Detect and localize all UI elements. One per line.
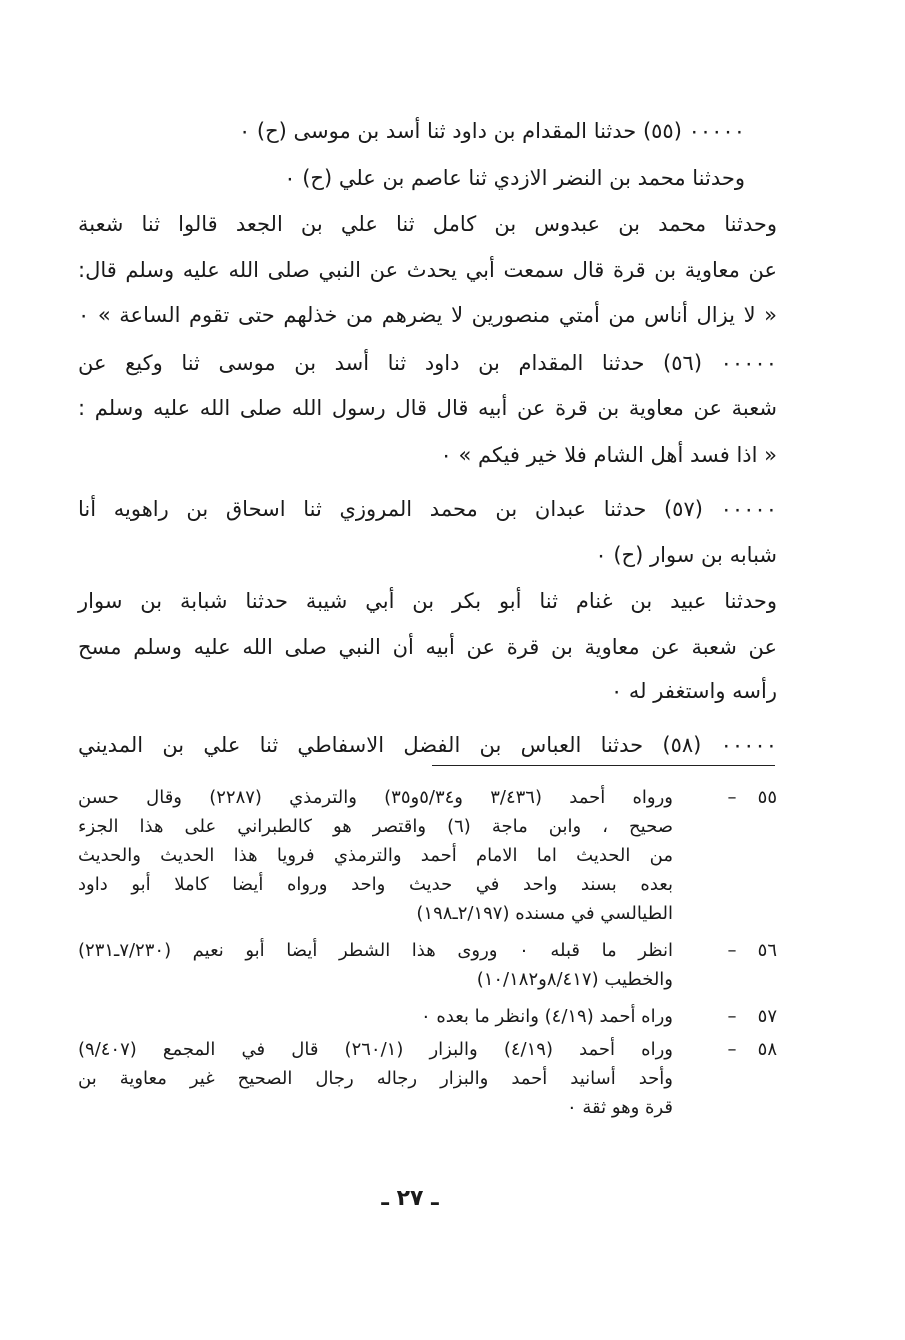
footnote-line: من الحديث اما الامام أحمد والترمذي فرويا هذا الحديث والحديث — [78, 845, 673, 866]
footnote-line: وراه أحمد (٤/١٩) وانظر ما بعده ٠ — [420, 1006, 673, 1027]
footnote-number: ٥٧ — [757, 1006, 777, 1027]
footnote-line: صحيح ، وابن ماجة (٦) واقتصر هو كالطبراني على هذا الجزء — [78, 816, 674, 837]
footnote-dash: – — [727, 940, 737, 961]
footnote-number: ٥٥ — [757, 787, 777, 808]
main-text-line: وحدثنا محمد بن النضر الازدي ثنا عاصم بن علي (ح) ٠ — [284, 166, 745, 190]
main-text-line: عن معاوية بن قرة قال سمعت أبي يحدث عن النبي صلى الله عليه وسلم قال: — [78, 258, 777, 282]
footnote-dash: – — [727, 1006, 737, 1027]
footnote-line: بعده بسند واحد في حديث واحد ورواه أيضا كاملا أبو داود — [78, 874, 673, 895]
page-number: ـ ٢٧ ـ — [381, 1186, 439, 1211]
main-text-line: ٠٠٠٠٠ (٥٦) حدثنا المقدام بن داود ثنا أسد بن موسى ثنا وكيع عن — [78, 351, 777, 375]
main-text-line: رأسه واستغفر له ٠ — [610, 679, 777, 703]
main-text-line: وحدثنا محمد بن عبدوس بن كامل ثنا علي بن الجعد قالوا ثنا شعبة — [78, 212, 777, 236]
main-text-line: « اذا فسد أهل الشام فلا خير فيكم » ٠ — [440, 443, 777, 467]
footnote-line: ورواه أحمد (٣/٤٣٦ و٥/٣٤و٣٥) والترمذي (٢٢٨٧) وقال حسن — [78, 787, 673, 808]
main-text-line: « لا يزال أناس من أمتي منصورين لا يضرهم من خذلهم حتى تقوم الساعة » ٠ — [78, 303, 777, 327]
footnote-line: قرة وهو ثقة ٠ — [566, 1097, 673, 1118]
footnote-separator — [432, 765, 775, 766]
footnote-line: وأحد أسانيد أحمد والبزار رجاله رجال الصحيح غير معاوية بن — [78, 1068, 673, 1089]
main-text-line: شبابه بن سوار (ح) ٠ — [595, 543, 777, 567]
footnote-line: وراه أحمد (٤/١٩) والبزار (٢٦٠/١) قال في المجمع (٩/٤٠٧) — [78, 1039, 673, 1060]
main-text-line: ٠٠٠٠٠ (٥٨) حدثنا العباس بن الفضل الاسفاطي ثنا علي بن المديني — [78, 733, 777, 757]
main-text-line: وحدثنا عبيد بن غنام ثنا أبو بكر بن أبي شيبة حدثنا شبابة بن سوار — [78, 589, 777, 613]
main-text-line: ٠٠٠٠٠ (٥٥) حدثنا المقدام بن داود ثنا أسد بن موسى (ح) ٠ — [238, 119, 745, 143]
footnote-line: الطيالسي في مسنده (٢/١٩٧ـ١٩٨) — [416, 903, 673, 924]
footnote-dash: – — [727, 787, 737, 808]
footnote-line: والخطيب (٨/٤١٧و١٠/١٨٢) — [476, 969, 673, 990]
main-text-line: عن شعبة عن معاوية بن قرة عن أبيه أن النبي صلى الله عليه وسلم مسح — [78, 635, 777, 659]
main-text-line: ٠٠٠٠٠ (٥٧) حدثنا عبدان بن محمد المروزي ثنا اسحاق بن راهويه أنا — [78, 497, 777, 521]
footnote-dash: – — [727, 1039, 737, 1060]
footnote-number: ٥٦ — [757, 940, 777, 961]
footnote-line: انظر ما قبله ٠ وروى هذا الشطر أيضا أبو نعيم (٧/٢٣٠ـ٢٣١) — [78, 940, 673, 961]
footnote-number: ٥٨ — [757, 1039, 777, 1060]
main-text-line: شعبة عن معاوية بن قرة عن أبيه قال قال رسول الله صلى الله عليه وسلم : — [78, 396, 777, 420]
